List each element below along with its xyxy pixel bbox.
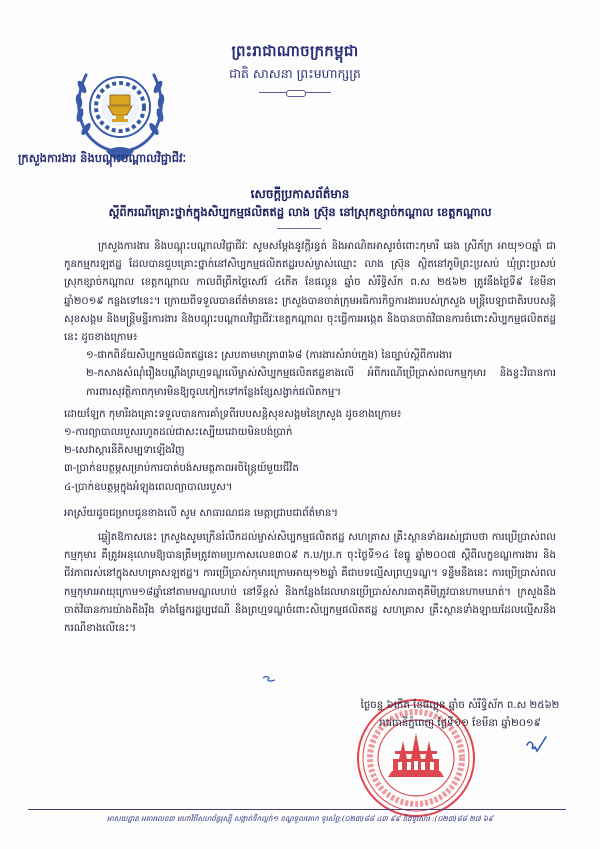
ministry-emblem-icon (72, 55, 168, 165)
measure-item: ២-កសាងសំណុំរឿងបណ្តឹងព្រហ្មទណ្ឌលើម្ចាស់សិប្បកម្មផលិតឥដ្ឋខាងលើ អំពីករណីប្រើប្រាស់ពលកម្មកុមារ និងខ្វះវិធានការការពារសុវត្ថិភាពកុមារមិនឱ្យចូលកៀកទៅកន្លែងខ្សែសង្វាក់ផលិតកម្ម។ (86, 368, 556, 398)
header-ornament-divider (259, 90, 331, 96)
signature-icon (524, 735, 550, 755)
support-item: ៤-ប្រាក់ឧបត្ថម្ភក្នុងអំឡុងពេលព្យាបាលរបួស។ (64, 481, 233, 493)
footer-address: អាសយដ្ឋាន អគារលេខ៣ មហាវិថីសហព័ន្ធរុស្ស៊ី សង្កាត់ទឹកល្អក់១ ខណ្ឌទួលគោក ទូរស័ព្ទ:(០២៣)៨៨ ៤៣ ៩៩ និងទូរសារ :(០២៣)៨៨ ២៧ ៦៩ (106, 814, 494, 823)
national-motto: ជាតិ សាសនា ព្រះមហាក្សត្រ (229, 66, 361, 81)
support-item: ២-សេវាស្តារនីតិសម្បទាឡើងវិញ (64, 445, 185, 457)
support-item: ១-ការព្យាបាលរបួសរហូតដល់ជាសះស្បើយដោយមិនបង់ប្រាក់ (64, 427, 293, 439)
document-body (64, 238, 556, 638)
solar-date: រាជធានីភ្នំពេញ ថ្ងៃទី១១ ខែមីនា ឆ្នាំ២០១៩ (379, 718, 541, 729)
support-item: ៣-ប្រាក់ឧបត្ថម្ភសម្រាប់ការបាត់បង់សមត្ថភាពអចិន្ត្រៃយ៍មួយជីវិត (64, 463, 299, 475)
intro-paragraph: ក្រសួងការងារ និងបណ្តុះបណ្តាលវិជ្ជាជីវៈ សូមសម្តែងនូវក្តីរន្ធត់ និងអាណិតអាសូរចំពោះកុមារី ឆេង ស្រីភ័ក្រ អាយុ១០ឆ្នាំ ជាកូនកម្មករឡឥដ្ឋ ដែលបានជួបគ្រោះថ្នាក់នៅសិប្បកម្មផលិតឥដ្ឋរបស់ម្ចាស់ឈ្មោះ លាង ស្រ៊ុន ស្ថិតនៅភូមិព្រះប្រសប់ ឃុំព្រះប្រសប់ ស្រុកខ្សាច់កណ្តាល ខេត្តកណ្តាល កាលពីព្រឹកថ្ងៃសៅរ៍ ៤កើត ខែផល្គុន ឆ្នាំច សំរឹទ្ធិស័ក ព.ស ២៥៦២ ត្រូវនឹងថ្ងៃទី៩ ខែមីនា ឆ្នាំ២០១៩ កន្លងទៅនេះ។ ក្រោយពីទទួលបានព័ត៌មាននេះ ក្រសួងបានចាត់ក្រុមអធិការកិច្ចការងាររបស់ក្រសួង មន្ត្រីបេឡាជាតិរបបសន្តិសុខសង្គម និងមន្ត្រីមន្ទីរការងារ និងបណ្តុះបណ្តាលវិជ្ជាជីវៈខេត្តកណ្តាល ចុះធ្វើការអង្កេត និងបានចាត់វិធានការចំពោះសិប្បកម្មផលិតឥដ្ឋនេះ ដូចខាងក្រោម៖ (64, 241, 556, 344)
public-notice: អាស្រ័យដូចជម្រាបជូនខាងលើ សូម សាធារណជន មេត្តាជ្រាបជាព័ត៌មាន។ (64, 507, 339, 519)
title-ornament-divider (277, 228, 321, 231)
lunar-date: ថ្ងៃចន្ទ ៦កើត ខែផល្គុន ឆ្នាំច សំរឹទ្ធិស័ក ព.ស ២៥៦២ (360, 700, 560, 711)
date-block (340, 697, 580, 733)
kingdom-header (200, 40, 390, 96)
kingdom-title: ព្រះរាជាណាចក្រកម្ពុជា (231, 42, 359, 60)
footer-divider (28, 809, 566, 810)
closing-paragraph: ឆ្លៀតឱកាសនេះ ក្រសួងសូមក្រើនរំលឹកដល់ម្ចាស់សិប្បកម្មផលិតឥដ្ឋ សហគ្រាស គ្រឹះស្ថានទាំងអស់ជ្រាបថា ការប្រើប្រាស់ពលកម្មកុមារ គឺត្រូវអនុលោមឱ្យបានត្រឹមត្រូវតាមប្រកាសលេខ៣០៩ ក.ប/ប្រ.ក ចុះថ្ងៃទី១៤ ខែធ្នូ ឆ្នាំ២០០៧ ស្តីពីលក្ខខណ្ឌការងារ និងជីវភាពរស់នៅក្នុងសហគ្រាសឡឥដ្ឋ។ ការប្រើប្រាស់កុមារក្រោមអាយុ១២ឆ្នាំ គឺជាបទល្មើសព្រហ្មទណ្ឌ។ ទន្ទឹមនឹងនេះ ការប្រើប្រាស់ពលកម្មកុមារអាយុក្រោម១៨ឆ្នាំនៅតាមមណ្ឌលហប់ នៅទីខ្ពស់ និងកន្លែងដែលមានប្រើប្រាស់សារធាតុគីមីត្រូវបានហាមឃាត់។ ក្រសួងនឹងចាត់វិធានការយ៉ាងតឹងរ៉ឹង ទាំងផ្នែករដ្ឋប្បវេណី និងព្រហ្មទណ្ឌចំពោះសិប្បកម្មផលិតឥដ្ឋ សហគ្រាស គ្រឹះស្ថានទាំងឡាយដែលល្មើសនឹងករណីខាងលើនេះ។ (64, 532, 556, 635)
support-intro: ដោយឡែក កុមារីរងគ្រោះទទួលបានការគាំទ្រពីរបបសន្តិសុខសង្គមនៃក្រសួង ដូចខាងក្រោម៖ (64, 408, 402, 420)
document-title: សេចក្តីប្រកាសព័ត៌មាន (250, 187, 350, 201)
ministry-name: ក្រសួងការងារ និងបណ្តុះបណ្តាលវិជ្ជាជីវៈ (18, 151, 187, 165)
document-subtitle: ស្តីពីករណីគ្រោះថ្នាក់ក្នុងសិប្បកម្មផលិតឥដ្ឋ លាង ស្រ៊ុន នៅស្រុកខ្សាច់កណ្តាល ខេត្តកណ្តាល (108, 205, 492, 219)
measure-item: ១-ផាកពិន័យសិប្បកម្មផលិតឥដ្ឋនេះ ស្របតាមមាត្រា៣៦៨ (ការងារសំរាប់ក្មេង) នៃច្បាប់ស្តីពីការងារ (86, 350, 453, 362)
initial-mark-icon (262, 675, 276, 685)
